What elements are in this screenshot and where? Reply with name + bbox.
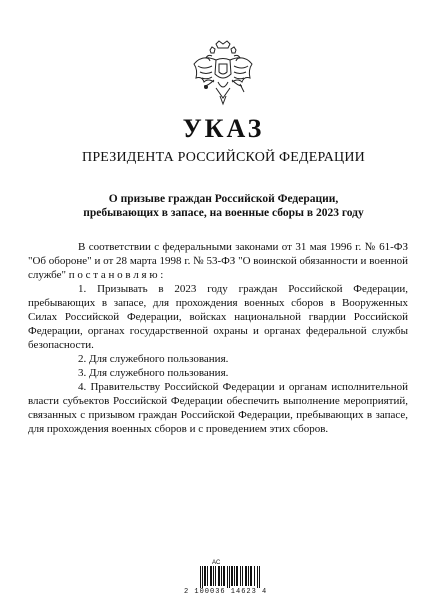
document-title: УКАЗ (182, 114, 265, 143)
item-3-paragraph: 3. Для служебного пользования. (78, 367, 229, 379)
item-4-paragraph: 4. Правительству Российской Федерации и органам исполнительной власти субъектов Российской Федерации обеспечить выполнение мероприятий, связанных с призывом граждан Российской Федерации, пребывающих в запасе, для прохождения военных сборов и с проведением этих сборов. (28, 381, 408, 435)
decree-heading (40, 192, 407, 220)
barcode-number: 2 100036 14623 4 (184, 588, 268, 596)
coat-of-arms-emblem (192, 40, 254, 106)
decree-heading-line-1: О призыве граждан Российской Федерации, (108, 193, 339, 205)
decree-body (28, 240, 408, 436)
document-subtitle: ПРЕЗИДЕНТА РОССИЙСКОЙ ФЕДЕРАЦИИ (82, 150, 365, 165)
registration-mark: AC (212, 560, 221, 566)
barcode (200, 566, 260, 588)
item-1-paragraph: 1. Призывать в 2023 году граждан Российской Федерации, пребывающих в запасе, для прохождения военных сборов в Вооруженных Силах Российской Федерации, войсках национальной гвардии Российской Федерации, органах государственной охраны и органах федеральной службы безопасности. (28, 283, 408, 351)
item-2-paragraph: 2. Для служебного пользования. (78, 353, 229, 365)
intro-paragraph: В соответствии с федеральными законами от 31 мая 1996 г. № 61-ФЗ "Об обороне" и от 28 марта 1998 г. № 53-ФЗ "О воинской обязанности и военной службе" п о с т а н о в л я ю : (28, 241, 408, 281)
decree-heading-line-2: пребывающих в запасе, на военные сборы в 2023 году (83, 207, 364, 219)
